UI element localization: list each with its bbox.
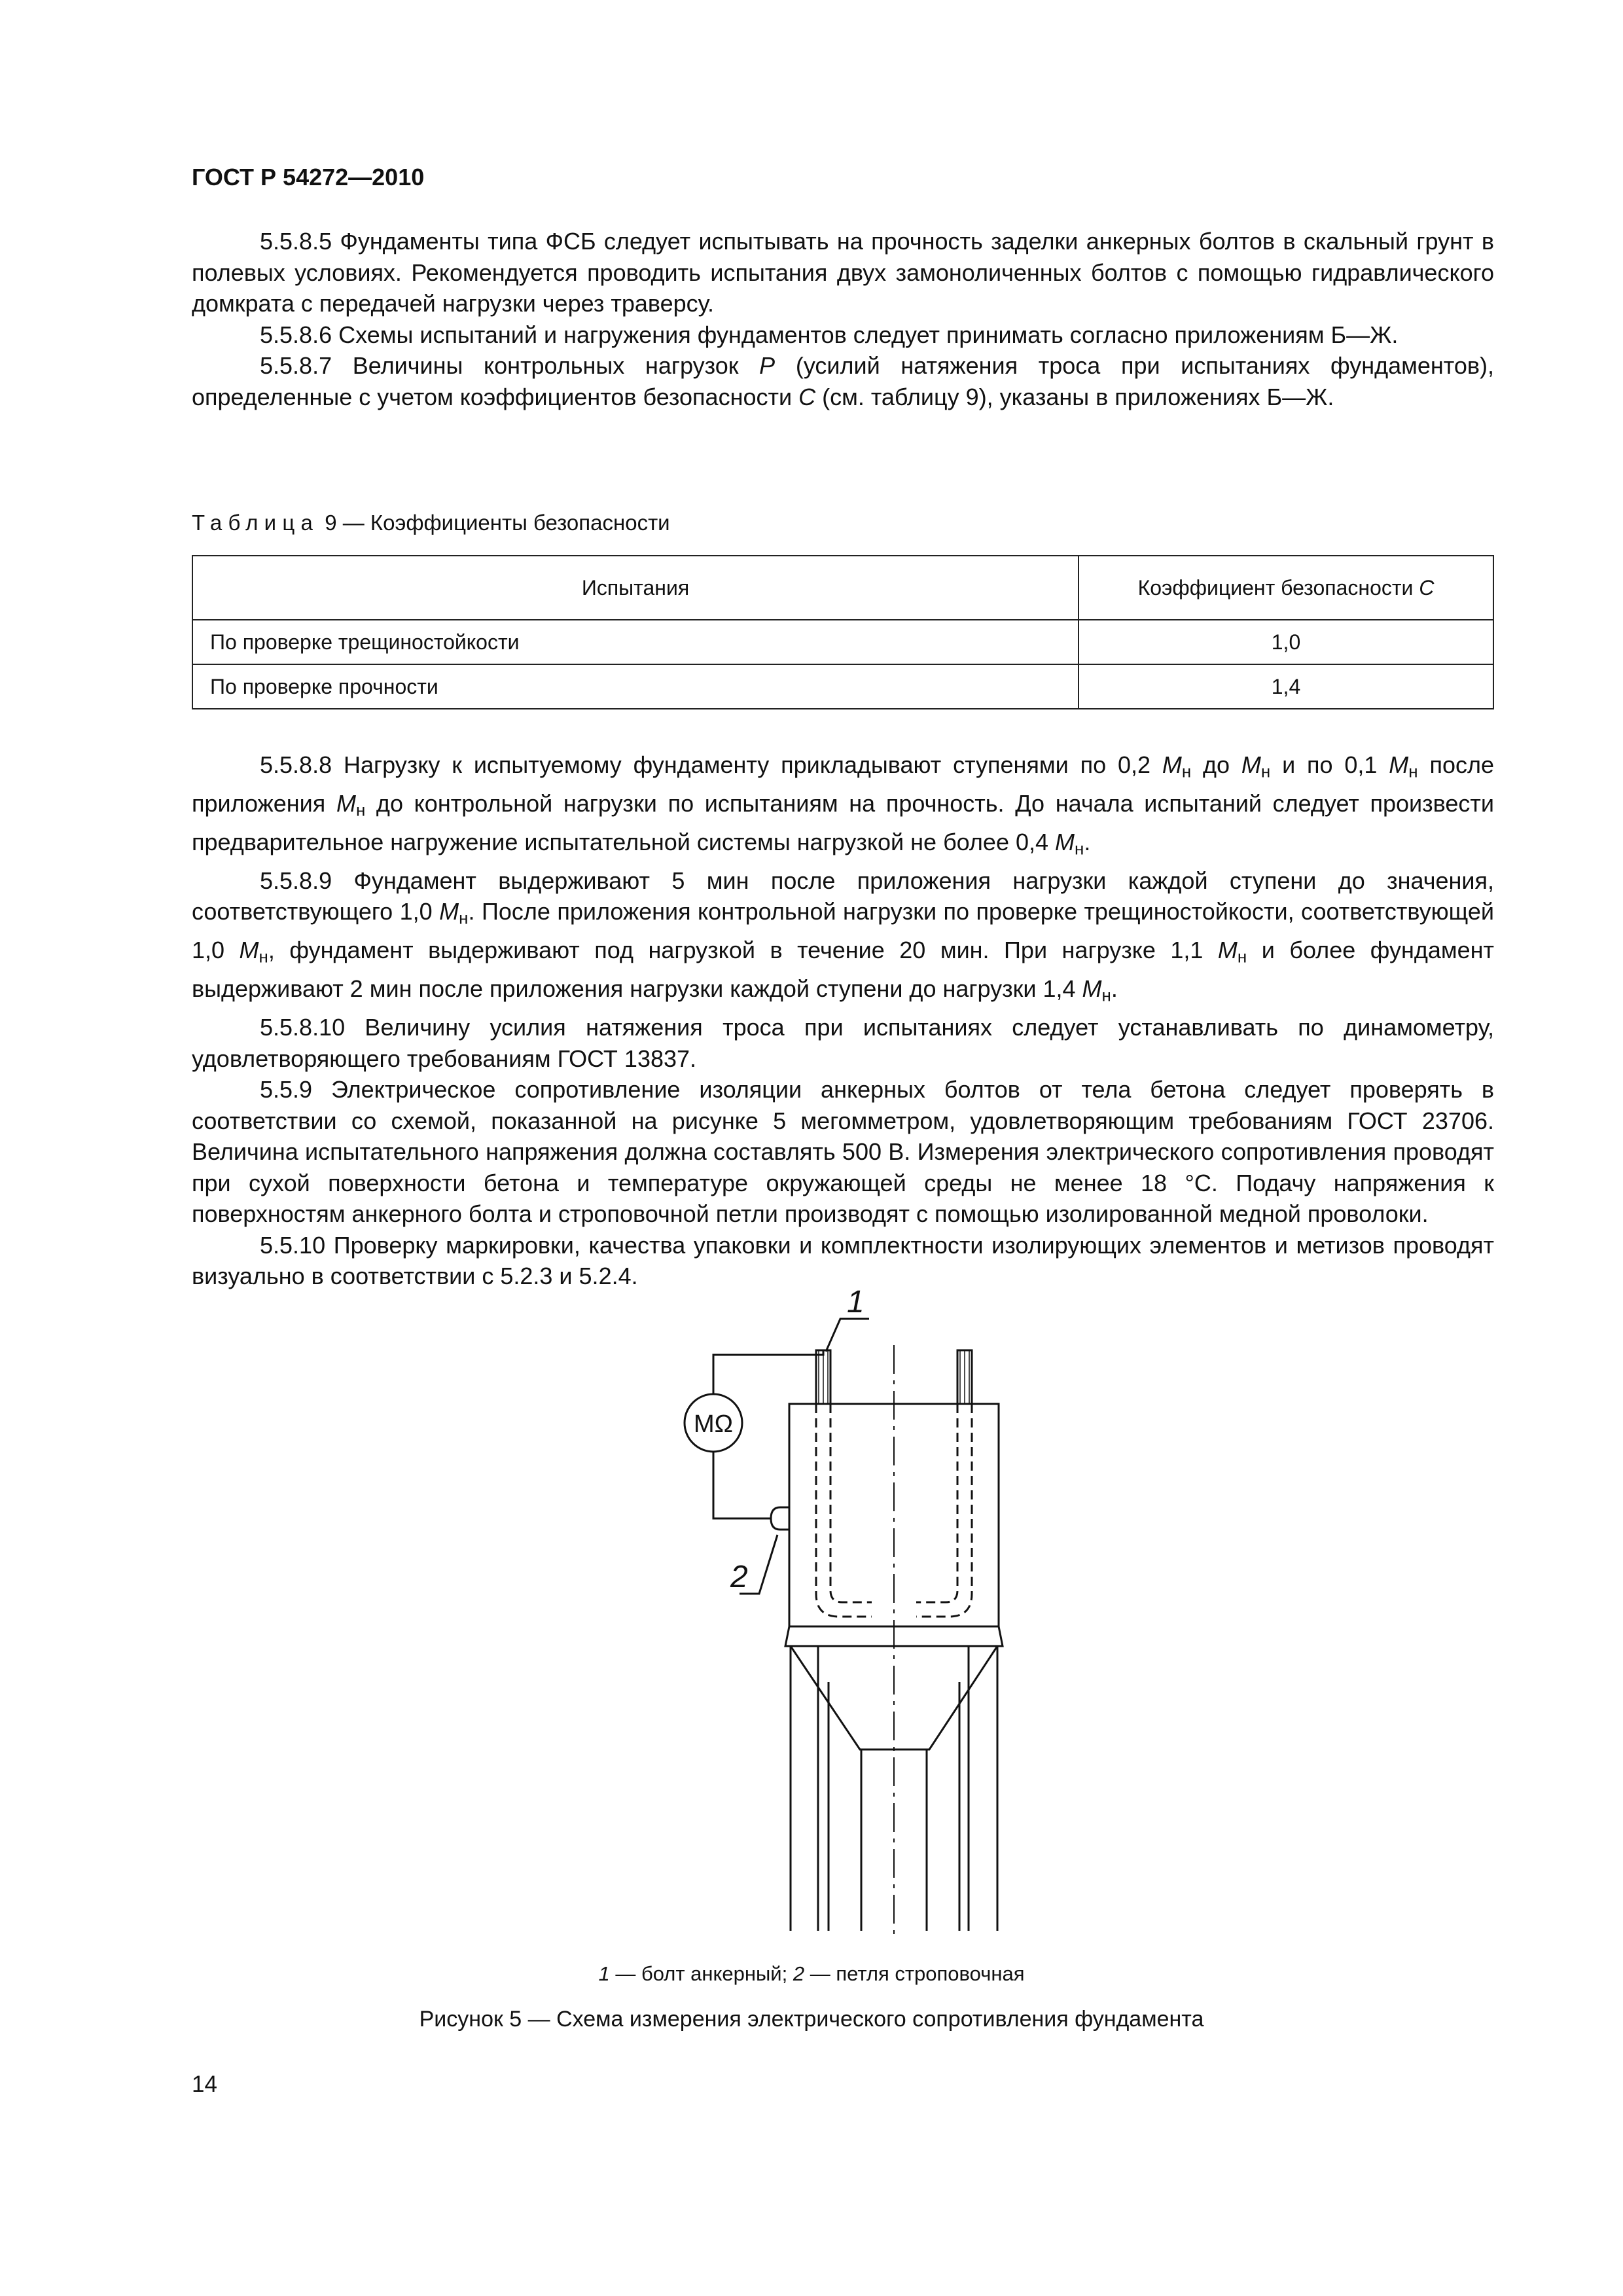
figure-5-diagram — [661, 1286, 1027, 1941]
table-cell-value: 1,0 — [1079, 620, 1493, 664]
paragraph-5-5-9: 5.5.9 Электрическое сопротивление изоляции анкерных болтов от тела бетона следует проверять в соответствии со схемой, показанной на рисунке 5 мегомметром, удовлетворяющим требованиям ГОСТ 23706. Величина испытательного напряжения должна составлять 500 В. Измерения электрического сопротивления проводят при сухой поверхности бетона и температуре окружающей среды не менее 18 °С. Подачу напряжения к поверхностям анкерного болта и строповочной петли производят с помощью изолированной медной проволоки. — [192, 1076, 1494, 1228]
text-block-2 — [192, 749, 1494, 1292]
paragraph-5-5-8-9: 5.5.8.9 Фундамент выдерживают 5 мин после приложения нагрузки каждой ступени до значения, соответствующего 1,0 $М_н$. После приложения контрольной нагрузки по проверке трещиностойкости, соответствующей 1,0 $М_н$, фундамент выдерживают под нагрузкой в течение 20 мин. При нагрузке 1,1 $М_н$ и более фундамент выдерживают 2 мин после приложения нагрузки каждой ступени до нагрузки 1,4 $М_н$. — [192, 867, 1495, 1005]
column-header-coefficient: Коэффициент безопасности С — [1079, 556, 1493, 620]
page-number: 14 — [192, 2072, 217, 2097]
table-cell-test: По проверке прочности — [192, 664, 1079, 709]
document-header: ГОСТ Р 54272—2010 — [192, 164, 425, 190]
table-header-row — [192, 556, 1493, 620]
wire-bottom — [713, 1452, 771, 1518]
leader-line-1 — [826, 1319, 869, 1352]
paragraph-5-5-10: 5.5.10 Проверку маркировки, качества упаковки и комплектности изолирующих элементов и метизов проводят визуально в соответствии с 5.2.3 и 5.2.4. — [192, 1231, 1494, 1290]
paragraph-5-5-8-10: 5.5.8.10 Величину усилия натяжения троса при испытаниях следует устанавливать по динамометру, удовлетворяющего требованиям ГОСТ 13837. — [192, 1014, 1494, 1072]
table-cell-test: По проверке трещиностойкости — [192, 620, 1079, 664]
anchor-bolt-right — [916, 1350, 972, 1617]
paragraph-5-5-8-8: 5.5.8.8 Нагрузку к испытуемому фундаменту прикладывают ступенями по 0,2 $М_н$ до $М_н$ и по 0,1 $М_н$ после приложения $М_н$ до контрольной нагрузки по испытаниям на прочность. До начала испытаний следует произвести предварительное нагружение испытательной системы нагрузкой не более 0,4 $М_н$. — [192, 751, 1495, 859]
callout-2: 2 — [730, 1560, 748, 1594]
callout-1: 1 — [847, 1286, 865, 1319]
paragraph-5-5-8-7: 5.5.8.7 Величины контрольных нагрузок Р (усилий натяжения троса при испытаниях фундаментов), определенные с учетом коэффициентов безопасности С (см. таблицу 9), указаны в приложениях Б—Ж. — [192, 352, 1494, 410]
safety-coefficients-table — [192, 555, 1494, 709]
lifting-loop — [771, 1507, 789, 1530]
table-row — [192, 664, 1493, 709]
anchor-bolt-left — [816, 1350, 872, 1617]
table-cell-value: 1,4 — [1079, 664, 1493, 709]
text-block-1 — [192, 226, 1494, 412]
table-row — [192, 620, 1493, 664]
meter-label: MΩ — [693, 1410, 734, 1438]
paragraph-5-5-8-6: 5.5.8.6 Схемы испытаний и нагружения фундаментов следует принимать согласно приложениям Б—Ж. — [260, 321, 1399, 348]
wire-top — [713, 1350, 823, 1394]
table-caption: Таблица 9 — Коэффициенты безопасности — [192, 511, 670, 535]
figure-legend: 1 — болт анкерный; 2 — петля строповочная — [598, 1962, 1025, 1985]
paragraph-5-5-8-5: 5.5.8.5 Фундаменты типа ФСБ следует испытывать на прочность заделки анкерных болтов в скальный грунт в полевых условиях. Рекомендуется проводить испытания двух замоноличенных болтов с помощью гидравлического домкрата с передачей нагрузки через траверсу. — [192, 228, 1494, 317]
column-header-tests: Испытания — [192, 556, 1079, 620]
figure-caption: Рисунок 5 — Схема измерения электрического сопротивления фундамента — [419, 2007, 1204, 2032]
